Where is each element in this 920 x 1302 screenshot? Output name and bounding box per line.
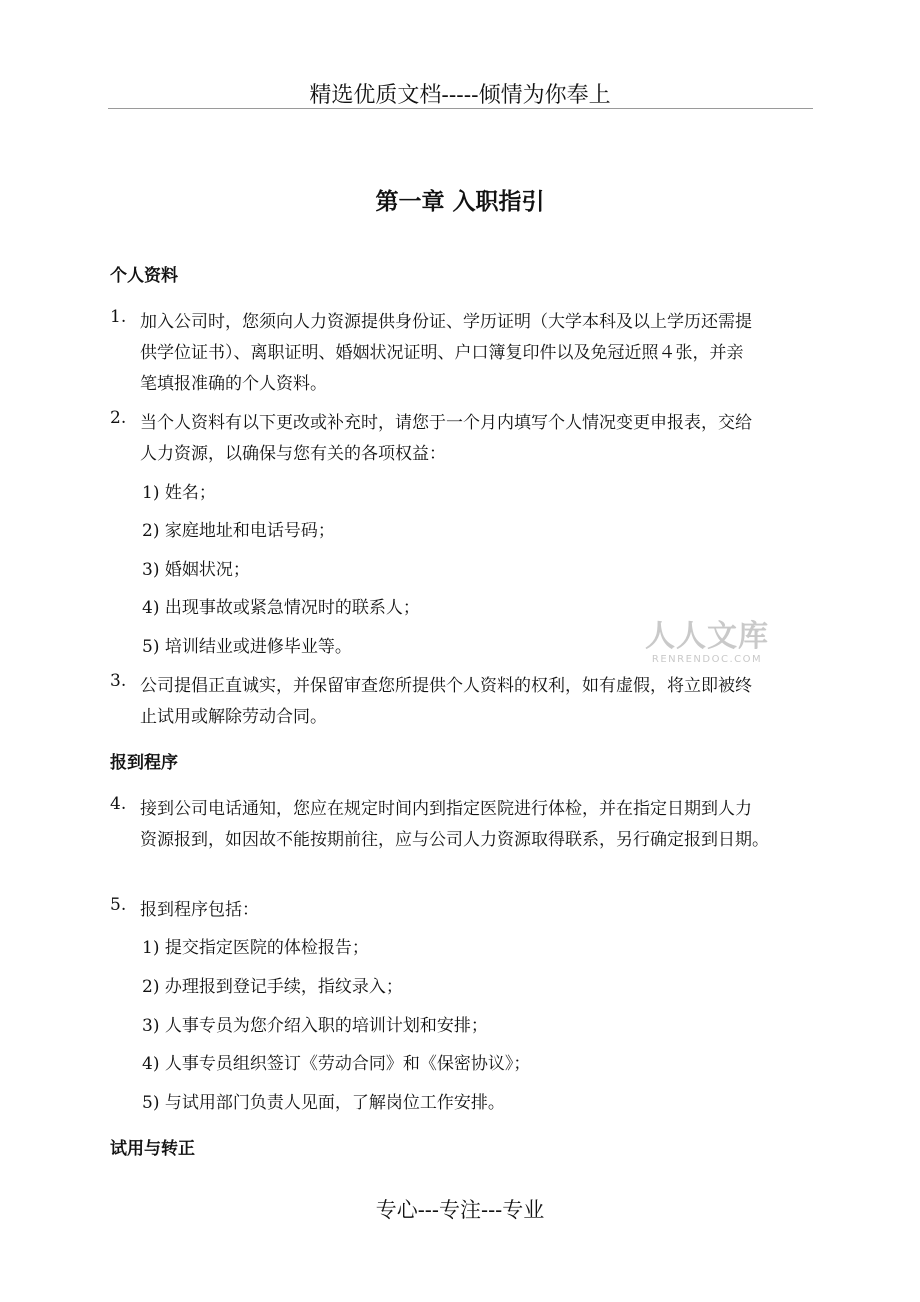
item-2-sub-2: 2) 家庭地址和电话号码； xyxy=(142,521,335,541)
item-4-line-2: 资源报到，如因故不能按期前往，应与公司人力资源取得联系，另行确定报到日期。 xyxy=(140,830,769,850)
watermark-cn-text: 人人文库 xyxy=(645,619,769,654)
item-1-line-2: 供学位证书）、离职证明、婚姻状况证明、户口簿复印件以及免冠近照４张，并亲 xyxy=(140,343,744,363)
header-divider xyxy=(108,108,813,109)
item-5-sub-4: 4) 人事专员组织签订《劳动合同》和《保密协议》； xyxy=(142,1054,531,1074)
item-2-line-2: 人力资源，以确保与您有关的各项权益： xyxy=(140,444,446,464)
item-3-line-2: 止试用或解除劳动合同。 xyxy=(140,707,327,727)
item-2-sub-4: 4) 出现事故或紧急情况时的联系人； xyxy=(142,598,420,618)
item-5-sub-2: 2) 办理报到登记手续，指纹录入； xyxy=(142,977,403,997)
item-5-sub-5: 5) 与试用部门负责人见面，了解岗位工作安排。 xyxy=(142,1093,505,1113)
section-heading-personal: 个人资料 xyxy=(110,266,178,286)
item-1-line-1: 加入公司时，您须向人力资源提供身份证、学历证明（大学本科及以上学历还需提 xyxy=(140,312,752,332)
item-5-number: 5. xyxy=(110,895,127,915)
watermark-en-text: RENRENDOC.COM xyxy=(651,654,763,665)
item-5-sub-1: 1) 提交指定医院的体检报告； xyxy=(142,938,369,958)
item-2-sub-1: 1) 姓名； xyxy=(142,483,216,503)
page-header: 精选优质文档-----倾情为你奉上 xyxy=(309,83,611,108)
item-2-sub-3: 3) 婚姻状况； xyxy=(142,560,250,580)
item-4-line-1: 接到公司电话通知，您应在规定时间内到指定医院进行体检，并在指定日期到人力 xyxy=(140,799,752,819)
item-1-number: 1. xyxy=(110,307,127,327)
watermark-logo xyxy=(642,620,772,666)
item-5-sub-3: 3) 人事专员为您介绍入职的培训计划和安排； xyxy=(142,1016,488,1036)
section-heading-report: 报到程序 xyxy=(110,753,178,773)
item-3-line-1: 公司提倡正直诚实，并保留审查您所提供个人资料的权利，如有虚假，将立即被终 xyxy=(140,676,752,696)
page-footer: 专心---专注---专业 xyxy=(375,1198,545,1222)
item-2-sub-5: 5) 培训结业或进修毕业等。 xyxy=(142,637,352,657)
item-3-number: 3. xyxy=(110,671,127,691)
section-heading-probation: 试用与转正 xyxy=(110,1139,195,1159)
item-2-line-1: 当个人资料有以下更改或补充时，请您于一个月内填写个人情况变更申报表，交给 xyxy=(140,413,752,433)
item-2-number: 2. xyxy=(110,408,127,428)
item-1-line-3: 笔填报准确的个人资料。 xyxy=(140,374,327,394)
item-4-number: 4. xyxy=(110,794,127,814)
item-5-line-1: 报到程序包括： xyxy=(140,900,259,920)
chapter-title: 第一章 入职指引 xyxy=(375,189,545,215)
